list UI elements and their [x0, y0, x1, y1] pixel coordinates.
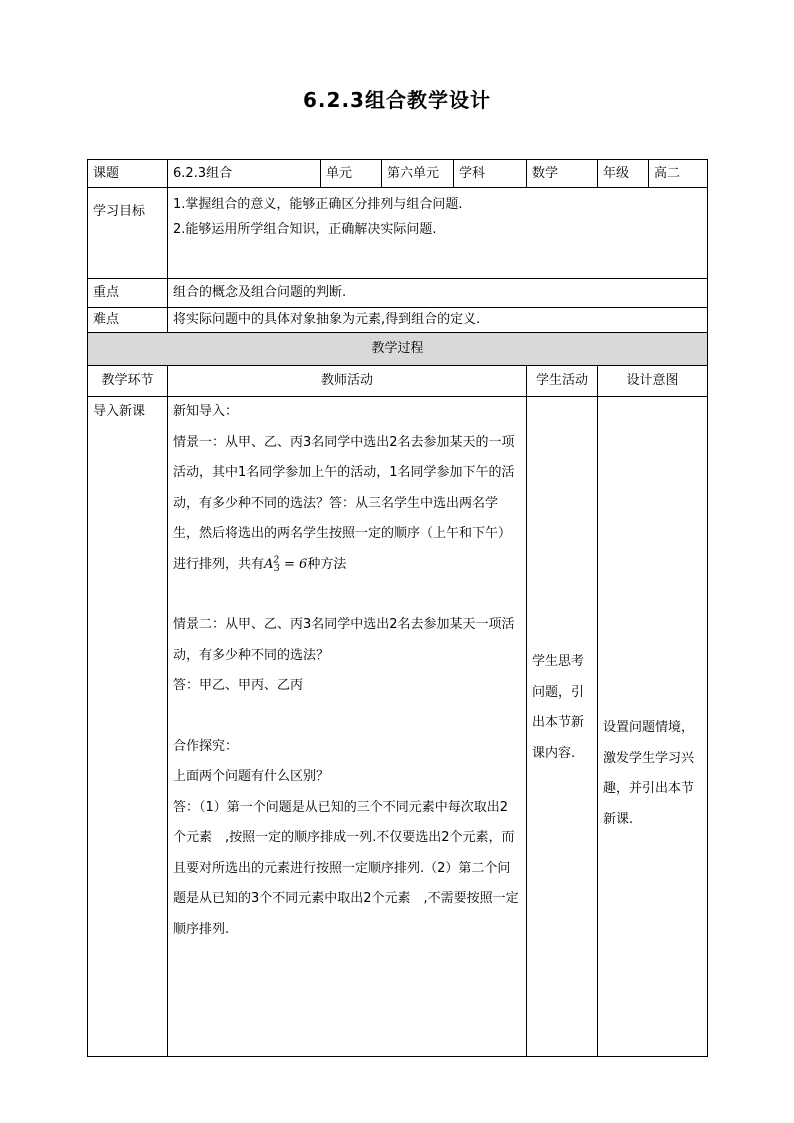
topic-value: 6.2.3组合	[168, 160, 321, 188]
col-intent: 设计意图	[598, 366, 708, 397]
label-unit: 单元	[321, 160, 382, 188]
stage-cell: 导入新课	[88, 397, 168, 1057]
key-point-row	[88, 279, 708, 308]
goals-row	[88, 188, 708, 279]
difficulty-row	[88, 308, 708, 333]
col-stage: 教学环节	[88, 366, 168, 397]
unit-value: 第六单元	[382, 160, 454, 188]
question-text: 上面两个问题有什么区别？	[173, 769, 330, 784]
scenario-2-answer: 答：甲乙、甲丙、乙丙	[173, 678, 304, 693]
difficulty-label: 难点	[88, 308, 168, 333]
col-teacher: 教师活动	[168, 366, 527, 397]
process-heading: 教学过程	[88, 333, 708, 366]
coop-heading: 合作探究：	[173, 738, 239, 754]
page-title: 6.2.3组合教学设计	[303, 88, 491, 112]
permutation-formula: $A^2_3 = 6$	[264, 555, 308, 575]
scenario-2: 情景二：从甲、乙、丙3名同学中选出2名去参加某天一项活动，有多少种不同的选法？	[173, 617, 515, 663]
scenario-1: 情景一：从甲、乙、丙3名同学中选出2名去参加某天的一项活动，其中1名同学参加上午的活动，1名同学参加下午的活动，有多少种不同的选法？答：从三名学生中选出两名学生，然后将选出的两名学生按照一定的顺序（上午和下午）进行排列，共有$A^2_3 = 6$种方法	[173, 434, 515, 575]
process-body-row	[88, 397, 708, 1057]
goal-item-1: 1.掌握组合的意义，能够正确区分排列与组合问题.	[173, 197, 463, 212]
grade-value: 高二	[649, 160, 708, 188]
key-point-label: 重点	[88, 279, 168, 308]
process-heading-row	[88, 333, 708, 366]
goals-label: 学习目标	[88, 188, 168, 279]
col-student: 学生活动	[527, 366, 598, 397]
label-topic: 课题	[88, 160, 168, 188]
student-activity: 学生思考问题，引出本节新课内容.	[527, 397, 598, 1057]
design-intent: 设置问题情境，激发学生学习兴趣，并引出本节新课.	[598, 397, 708, 1057]
label-subject: 学科	[454, 160, 527, 188]
goals-content	[168, 188, 708, 279]
difficulty-text: 将实际问题中的具体对象抽象为元素,得到组合的定义.	[168, 308, 708, 333]
goal-item-2: 2.能够运用所学组合知识，正确解决实际问题.	[173, 222, 437, 237]
header-row	[88, 160, 708, 188]
label-grade: 年级	[598, 160, 649, 188]
key-point-text: 组合的概念及组合问题的判断.	[168, 279, 708, 308]
process-columns-row	[88, 366, 708, 397]
answer-text: 答：（1）第一个问题是从已知的三个不同元素中每次取出2个元素 ,按照一定的顺序排成一列.不仅要选出2个元素，而且要对所选出的元素进行按照一定顺序排列.（2）第二个问题是从已知的3个不同元素中取出2个元素 ,不需要按照一定顺序排列.	[173, 799, 519, 937]
intro-text: 新知导入：	[173, 404, 239, 419]
teacher-activity	[168, 397, 527, 1057]
subject-value: 数学	[527, 160, 598, 188]
lesson-plan-table	[87, 159, 708, 1057]
